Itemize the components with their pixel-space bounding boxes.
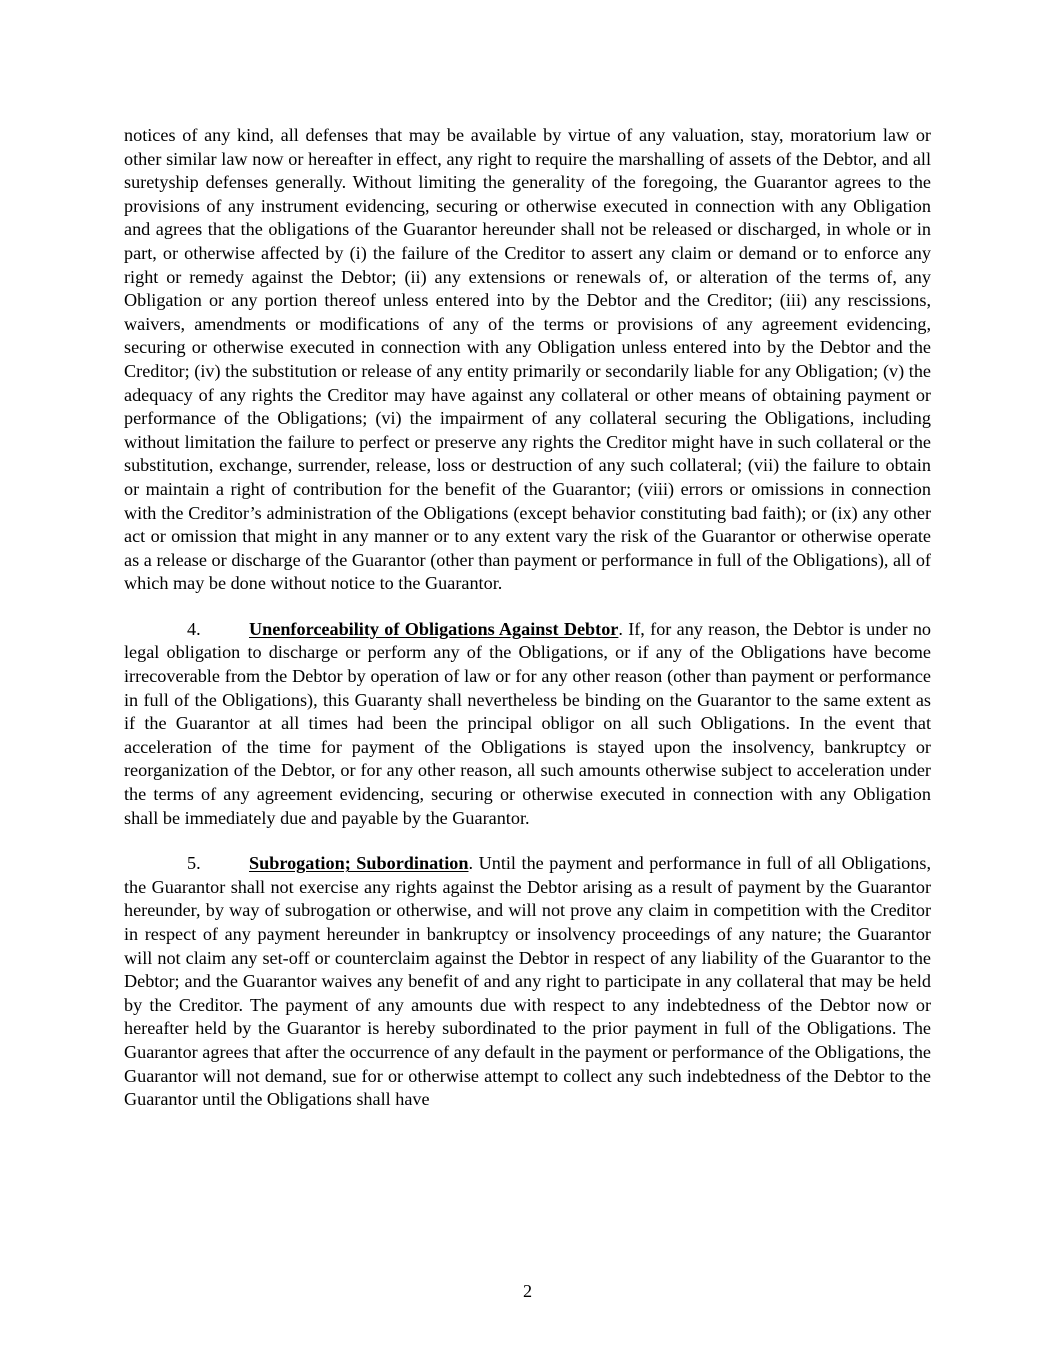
section-4-number: 4. <box>187 618 201 639</box>
section-5-number: 5. <box>187 853 201 874</box>
document-page <box>124 124 931 1112</box>
section-4-paragraph <box>124 618 931 830</box>
continued-paragraph: notices of any kind, all defenses that may be available by virtue of any valuation, stay, moratorium law or other similar law now or hereafter in effect, any right to require the marshalling of assets of the Debtor, and all suretyship defenses generally. Without limiting the generality of the foregoing, the Guarantor agrees to the provisions of any instrument evidencing, securing or otherwise executed in connection with any Obligation and agrees that the obligations of the Guarantor hereunder shall not be released or discharged, in whole or in part, or otherwise affected by (i) the failure of the Creditor to assert any claim or demand or to enforce any right or remedy against the Debtor; (ii) any extensions or renewals of, or alteration of the terms of, any Obligation or any portion thereof unless entered into by the Debtor and the Creditor; (iii) any rescissions, waivers, amendments or modifications of any of the terms or provisions of any agreement evidencing, securing or otherwise executed in connection with any Obligation unless entered into by the Debtor and the Creditor; (iv) the substitution or release of any entity primarily or secondarily liable for any Obligation; (v) the adequacy of any rights the Creditor may have against any collateral or other means of obtaining payment or performance of the Obligations; (vi) the impairment of any collateral securing the Obligations, including without limitation the failure to perfect or preserve any rights the Creditor might have in such collateral or the substitution, exchange, surrender, release, loss or destruction of any such collateral; (vii) the failure to obtain or maintain a right of contribution for the benefit of the Guarantor; (viii) errors or omissions in connection with the Creditor’s administration of the Obligations (except behavior constituting bad faith); or (ix) any other act or omission that might in any manner or to any extent vary the risk of the Guarantor or otherwise operate as a release or discharge of the Guarantor (other than payment or performance in full of the Obligations), all of which may be done without notice to the Guarantor. <box>124 125 931 594</box>
section-4-body: . If, for any reason, the Debtor is under no legal obligation to discharge or perform any of the Obligations, or if any of the Obligations have become irrecoverable from the Debtor by operation of law or for any other reason (other than payment or performance in full of the Obligations), this Guaranty shall nevertheless be binding on the Guarantor to the same extent as if the Guarantor at all times had been the principal obligor on all such Obligations. In the event that acceleration of the time for payment of the Obligations is stayed upon the insolvency, bankruptcy or reorganization of the Debtor, or for any other reason, all such amounts otherwise subject to acceleration under the terms of any agreement evidencing, securing or otherwise executed in connection with any Obligation shall be immediately due and payable by the Guarantor. <box>124 618 932 828</box>
section-4-heading: Unenforceability of Obligations Against Debtor <box>249 618 619 639</box>
section-5-body: . Until the payment and performance in full of all Obligations, the Guarantor shall not exercise any rights against the Debtor arising as a result of payment by the Guarantor hereunder, by way of subrogation or otherwise, and will not prove any claim in competition with the Creditor in respect of any payment hereunder in bankruptcy or insolvency proceedings of any nature; the Guarantor will not claim any set-off or counterclaim against the Debtor in respect of any liability of the Guarantor to the Debtor; and the Guarantor waives any benefit of and any right to participate in any collateral that may be held by the Creditor. The payment of any amounts due with respect to any indebtedness of the Debtor now or hereafter held by the Guarantor is hereby subordinated to the prior payment in full of the Obligations. The Guarantor agrees that after the occurrence of any default in the payment or performance of the Obligations, the Guarantor will not demand, sue for or otherwise attempt to collect any such indebtedness of the Debtor to the Guarantor until the Obligations shall have <box>124 853 931 1110</box>
section-5-heading: Subrogation; Subordination <box>249 853 469 874</box>
section-5-paragraph <box>124 852 931 1112</box>
page-number: 2 <box>522 1281 533 1301</box>
